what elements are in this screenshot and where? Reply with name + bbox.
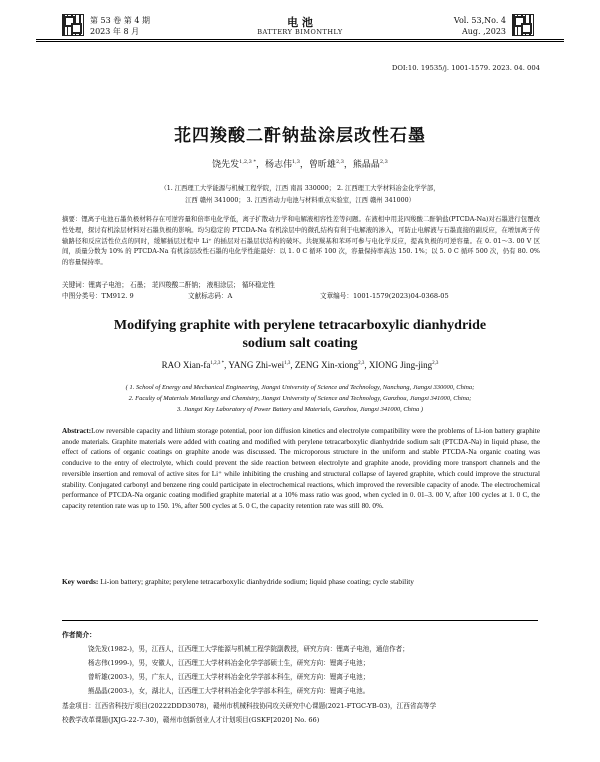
qr-code-left-icon — [62, 14, 84, 36]
bio-author-4: 熊晶晶(2003-)，女，湖北人，江西理工大学材料冶金化学学部本科生，研究方向：锂离子电池。 — [88, 687, 370, 695]
document-code-cn: 文献标志码：A — [188, 292, 233, 300]
header-rule-bottom — [36, 41, 564, 42]
affiliation-cn-line-2: 江西 赣州 341000； 3. 江西省动力电池与材料重点实验室，江西 赣州 341000） — [185, 197, 415, 204]
title-en-line-2: sodium salt coating — [242, 336, 358, 351]
author-en-4: , XIONG Jing-jing — [364, 360, 433, 370]
author-en-3: , ZENG Xin-xiong — [290, 360, 359, 370]
author-cn-2-affil: 1,3 — [291, 159, 300, 165]
keywords-en — [62, 577, 414, 586]
affiliation-en-line-2: 2. Faculty of Materials Metallurgy and Chemistry, Jiangxi University of Science and Technology, Ganzhou, Jiangxi 341000, China; — [128, 395, 472, 402]
classification-cn: 中图分类号：TM912. 9 — [62, 292, 134, 300]
title-en-line-1: Modifying graphite with perylene tetracarboxylic dianhydride — [113, 318, 487, 333]
authors-en — [0, 360, 600, 370]
bio-label: 作者简介： — [62, 631, 96, 639]
header-volume-cn: 第 53 卷 第 4 期 — [90, 16, 150, 25]
abstract-en — [62, 426, 540, 576]
abstract-cn: 摘要：锂离子电池石墨负极材料存在可逆容量和倍率电化学低，离子扩散动力学和电解液相容性差等问题。在液相中用苝四羧酸二酐钠盐(PTCDA-Na)对石墨进行包覆改性处理，探讨有机涂层材料对石墨负极的影响。均匀稳定的 PTCDA-Na 有机涂层中的微孔结构有利于电解液的渗入，可防止电解液与石墨直接的副反应，在增加离子传输路径和反应活性位点的同时，缓解插层过程中 Li⁺ 的插层对石墨层状结构的破坏。共轭羰基和苯环可参与电化学反应，提高负极的可逆容量。在 0. 01～3. 00 V 区间，质量分数为 10% 的 PTCDA-Na 有机涂层改性石墨的电化学性能最好：以 1. 0 C 循环 100 次，容量保持率高达 150. 1%；以 5. 0 C 循环 500 次，仍有 80. 0% 的容量保持率。 — [62, 215, 540, 267]
affiliation-cn-line-1: （1. 江西理工大学能源与机械工程学院，江西 南昌 330000； 2. 江西理工大学材料冶金化学学部， — [160, 185, 440, 192]
header-rule-top — [36, 39, 564, 40]
abstract-en-label: Abstract: — [62, 427, 92, 435]
authors-cn — [0, 157, 600, 170]
abstract-en-text: Low reversible capacity and lithium storage potential, poor ion diffusion kinetics and electrolyte compatibility were the problems of Li-ion battery graphite anode materials. Graphite materials were added with coating and modified with perylene tetracarboxylic dianhydride sodium salt (PTCDA-Na) in liquid phase, the effect of cations of organic coatings on graphite anode was discussed. The microporous structure in the uniform and stable PTCDA-Na organic coating was conducive to the entry of electrolyte, which could prevent the side reaction between electrolyte and graphite anode, providing more transport channels and the reversible insertion and removal of active sites for Li⁺ while inhibiting the crushing and structural collapse of layered graphite, which could improve the structural stability. Conjugated carbonyl and benzene ring could participate in electrochemical reactions, which improved the reversible capacity of anode. The electrochemical performance of PTCDA-Na organic coating modified graphite material at a 10% mass ratio was good, when cycled in 0. 01–3. 00 V, after 100 cycles at 1. 0 C, the capacity retention rate was up to 150. 1%, after 500 cycles at 5. 0 C, the capacity retention rate was still 80. 0%. — [62, 427, 540, 510]
article-id-cn: 文章编号：1001-1579(2023)04-0368-05 — [320, 292, 449, 300]
header-volume-en: Vol. 53,No. 4 — [453, 16, 506, 25]
affiliation-en-line-1: ( 1. School of Energy and Mechanical Engineering, Jiangxi University of Science and Technology, Nanchang, Jiangxi 330000, China; — [125, 384, 475, 391]
author-en-1-affil: 1,2,3 * — [210, 361, 225, 366]
doi: DOI:10. 19535/j. 1001-1579. 2023. 04. 004 — [391, 64, 540, 72]
author-en-2: , YANG Zhi-wei — [224, 360, 285, 370]
author-cn-2: ，杨志伟 — [255, 160, 292, 170]
author-cn-3: ，曾昕雄 — [299, 160, 336, 170]
header-date-cn: 2023 年 8 月 — [90, 27, 140, 36]
header-journal-en: BATTERY BIMONTHLY — [257, 28, 343, 36]
author-cn-1-affil: 1,2,3 * — [239, 159, 256, 165]
bio-author-3: 曾昕雄(2003-)，男，广东人，江西理工大学材料冶金化学学部本科生，研究方向：锂离子电池； — [88, 673, 370, 681]
author-en-1: RAO Xian-fa — [161, 360, 211, 370]
author-en-3-affil: 2,3 — [358, 361, 365, 366]
footnote-rule — [62, 620, 538, 621]
affiliation-en-line-3: 3. Jiangxi Key Laboratory of Power Battery and Materials, Ganzhou, Jiangxi 341000, China ) — [176, 406, 424, 413]
author-en-2-affil: 1,3 — [284, 361, 291, 366]
author-cn-1: 饶先发 — [212, 160, 240, 170]
author-cn-3-affil: 2,3 — [335, 159, 344, 165]
author-cn-4-affil: 2,3 — [379, 159, 388, 165]
author-cn-4: ，熊晶晶 — [343, 160, 380, 170]
header-date-en: Aug. ,2023 — [461, 27, 506, 36]
qr-code-right-icon — [512, 14, 534, 36]
keywords-en-text: Li-ion battery; graphite; perylene tetracarboxylic dianhydride sodium; liquid phase coating; cycle stability — [100, 577, 415, 586]
fund-line-1: 基金项目：江西省科技厅项目(20222DDD3078)，赣州市机械科技协同攻关研究中心课题(2021-FTGC-YB-03)，江西省高等学 — [62, 702, 437, 710]
header-journal-cn: 电 池 — [287, 16, 313, 29]
keywords-en-label: Key words: — [62, 577, 99, 586]
keywords-cn: 关键词：锂离子电池； 石墨； 苝四羧酸二酐钠； 液相涂层； 循环稳定性 — [62, 281, 275, 289]
fund-line-2: 校教学改革课题(JXJG-22-7-30)，赣州市创新创业人才计划项目(GSKF[2020] No. 66) — [62, 716, 320, 724]
author-en-4-affil: 2,3 — [432, 361, 439, 366]
title-cn: 苝四羧酸二酐钠盐涂层改性石墨 — [174, 126, 426, 146]
bio-author-2: 杨志伟(1999-)，男，安徽人，江西理工大学材料冶金化学学部硕士生，研究方向：锂离子电池； — [88, 659, 370, 667]
bio-author-1: 饶先发(1982-)，男，江西人，江西理工大学能源与机械工程学院副教授，研究方向：锂离子电池，通信作者； — [88, 645, 409, 653]
